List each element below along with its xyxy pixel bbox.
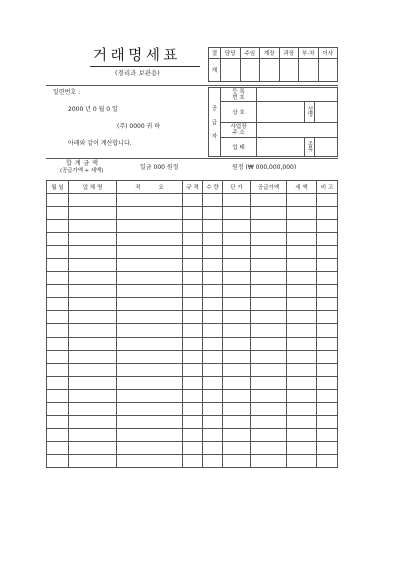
table-cell[interactable] xyxy=(183,454,203,467)
table-cell[interactable] xyxy=(183,246,203,259)
table-cell[interactable] xyxy=(317,376,338,389)
approval-label-bottom: 재 xyxy=(209,59,221,82)
table-cell[interactable] xyxy=(69,246,117,259)
table-cell[interactable] xyxy=(287,376,317,389)
table-cell[interactable] xyxy=(69,259,117,272)
table-cell[interactable] xyxy=(203,220,223,233)
table-cell[interactable] xyxy=(183,389,203,402)
table-cell[interactable] xyxy=(287,207,317,220)
table-cell[interactable] xyxy=(69,298,117,311)
table-cell[interactable] xyxy=(183,350,203,363)
table-cell[interactable] xyxy=(183,233,203,246)
table-cell[interactable] xyxy=(317,246,338,259)
table-cell[interactable] xyxy=(203,363,223,376)
table-cell[interactable] xyxy=(47,350,69,363)
table-cell[interactable] xyxy=(69,441,117,454)
table-cell[interactable] xyxy=(47,376,69,389)
address-value[interactable] xyxy=(257,123,338,138)
table-cell[interactable] xyxy=(47,402,69,415)
table-cell[interactable] xyxy=(251,415,287,428)
table-cell[interactable] xyxy=(203,272,223,285)
table-cell[interactable] xyxy=(69,207,117,220)
table-cell[interactable] xyxy=(203,428,223,441)
table-cell[interactable] xyxy=(203,285,223,298)
table-cell[interactable] xyxy=(223,428,251,441)
col-quantity: 수 량 xyxy=(203,181,223,194)
table-cell[interactable] xyxy=(47,389,69,402)
table-cell[interactable] xyxy=(117,285,183,298)
table-cell[interactable] xyxy=(203,298,223,311)
table-cell[interactable] xyxy=(117,298,183,311)
table-cell[interactable] xyxy=(317,298,338,311)
col-remarks: 비 고 xyxy=(317,181,338,194)
table-cell[interactable] xyxy=(251,324,287,337)
table-cell[interactable] xyxy=(223,194,251,207)
table-row xyxy=(47,428,338,441)
approval-sign-6[interactable] xyxy=(318,59,338,82)
trade-name-label: 상 호 xyxy=(221,102,257,123)
approval-role-3: 계장 xyxy=(260,48,280,59)
table-cell[interactable] xyxy=(203,402,223,415)
table-cell[interactable] xyxy=(251,220,287,233)
supplier-side-label xyxy=(209,88,221,157)
table-cell[interactable] xyxy=(117,207,183,220)
total-amount-sublabel: (공급가액 + 세액) xyxy=(60,168,104,174)
table-cell[interactable] xyxy=(117,259,183,272)
table-row xyxy=(47,311,338,324)
table-cell[interactable] xyxy=(251,272,287,285)
table-cell[interactable] xyxy=(117,220,183,233)
table-cell[interactable] xyxy=(47,415,69,428)
table-cell[interactable] xyxy=(251,402,287,415)
approval-role-2: 주임 xyxy=(240,48,260,59)
table-cell[interactable] xyxy=(69,428,117,441)
issue-date: 2000 년 0 월 0 일 xyxy=(68,106,118,113)
approval-role-4: 과장 xyxy=(279,48,299,59)
col-company: 업 체 명 xyxy=(69,181,117,194)
table-cell[interactable] xyxy=(287,454,317,467)
table-cell[interactable] xyxy=(317,194,338,207)
table-cell[interactable] xyxy=(317,324,338,337)
table-row xyxy=(47,298,338,311)
table-cell[interactable] xyxy=(203,376,223,389)
table-cell[interactable] xyxy=(69,272,117,285)
table-cell[interactable] xyxy=(251,207,287,220)
table-cell[interactable] xyxy=(117,363,183,376)
document-subtitle: (경리과 보관용) xyxy=(115,69,160,77)
table-cell[interactable] xyxy=(203,233,223,246)
table-cell[interactable] xyxy=(69,454,117,467)
approval-sign-3[interactable] xyxy=(260,59,280,82)
table-cell[interactable] xyxy=(183,324,203,337)
table-cell[interactable] xyxy=(287,272,317,285)
table-cell[interactable] xyxy=(223,454,251,467)
table-cell[interactable] xyxy=(317,363,338,376)
table-cell[interactable] xyxy=(117,441,183,454)
table-cell[interactable] xyxy=(69,350,117,363)
table-row xyxy=(47,324,338,337)
table-cell[interactable] xyxy=(117,350,183,363)
items-body xyxy=(47,194,338,468)
table-cell[interactable] xyxy=(47,272,69,285)
table-cell[interactable] xyxy=(223,376,251,389)
table-cell[interactable] xyxy=(251,311,287,324)
table-cell[interactable] xyxy=(47,259,69,272)
total-amount-label: 합 계 금 액 xyxy=(66,160,99,167)
trade-name-value[interactable] xyxy=(257,102,305,123)
table-row xyxy=(47,207,338,220)
table-cell[interactable] xyxy=(287,389,317,402)
table-cell[interactable] xyxy=(203,207,223,220)
table-cell[interactable] xyxy=(47,246,69,259)
table-cell[interactable] xyxy=(287,259,317,272)
table-cell[interactable] xyxy=(287,194,317,207)
table-cell[interactable] xyxy=(117,415,183,428)
supplier-side-char-2: 급 xyxy=(211,120,218,126)
document-title: 거래명세표 xyxy=(93,48,182,64)
approval-sign-4[interactable] xyxy=(279,59,299,82)
table-cell[interactable] xyxy=(203,324,223,337)
table-cell[interactable] xyxy=(223,350,251,363)
approval-sign-2[interactable] xyxy=(240,59,260,82)
table-cell[interactable] xyxy=(183,441,203,454)
table-cell[interactable] xyxy=(47,233,69,246)
col-date: 월 일 xyxy=(47,181,69,194)
table-cell[interactable] xyxy=(69,311,117,324)
table-cell[interactable] xyxy=(223,285,251,298)
table-row xyxy=(47,337,338,350)
items-header-row xyxy=(47,181,338,194)
table-cell[interactable] xyxy=(287,402,317,415)
table-cell[interactable] xyxy=(203,441,223,454)
table-row xyxy=(47,389,338,402)
table-cell[interactable] xyxy=(117,194,183,207)
table-cell[interactable] xyxy=(47,220,69,233)
approval-role-6: 이사 xyxy=(318,48,338,59)
approval-role-1: 담당 xyxy=(221,48,241,59)
table-cell[interactable] xyxy=(47,285,69,298)
table-cell[interactable] xyxy=(287,415,317,428)
table-cell[interactable] xyxy=(117,402,183,415)
address-label: 사업장 주 소 xyxy=(221,123,257,138)
table-cell[interactable] xyxy=(317,428,338,441)
table-row xyxy=(47,441,338,454)
table-cell[interactable] xyxy=(317,350,338,363)
statement-text: 아래와 같이 계산합니다. xyxy=(68,140,132,147)
table-row xyxy=(47,363,338,376)
table-row xyxy=(47,259,338,272)
table-cell[interactable] xyxy=(251,389,287,402)
table-cell[interactable] xyxy=(251,350,287,363)
supplier-side-char-3: 자 xyxy=(211,134,218,140)
business-type-label: 업 태 xyxy=(221,138,257,157)
table-cell[interactable] xyxy=(203,246,223,259)
table-row xyxy=(47,402,338,415)
table-row xyxy=(47,233,338,246)
business-item-label: 종목 xyxy=(305,138,315,157)
table-cell[interactable] xyxy=(223,259,251,272)
approval-role-5: 부·차 xyxy=(299,48,319,59)
table-cell[interactable] xyxy=(287,428,317,441)
table-cell[interactable] xyxy=(287,441,317,454)
table-cell[interactable] xyxy=(117,337,183,350)
table-cell[interactable] xyxy=(47,194,69,207)
supplier-table xyxy=(208,87,338,157)
table-cell[interactable] xyxy=(223,311,251,324)
col-tax: 세 액 xyxy=(287,181,317,194)
table-cell[interactable] xyxy=(69,233,117,246)
table-cell[interactable] xyxy=(203,454,223,467)
table-cell[interactable] xyxy=(287,246,317,259)
table-cell[interactable] xyxy=(69,415,117,428)
table-cell[interactable] xyxy=(203,389,223,402)
table-cell[interactable] xyxy=(69,285,117,298)
table-cell[interactable] xyxy=(223,441,251,454)
table-cell[interactable] xyxy=(317,207,338,220)
table-cell[interactable] xyxy=(223,337,251,350)
table-cell[interactable] xyxy=(47,311,69,324)
table-cell[interactable] xyxy=(183,363,203,376)
table-cell[interactable] xyxy=(287,298,317,311)
reg-number-value[interactable] xyxy=(257,88,338,102)
table-cell[interactable] xyxy=(223,233,251,246)
business-item-value[interactable] xyxy=(315,138,338,157)
table-cell[interactable] xyxy=(287,350,317,363)
table-cell[interactable] xyxy=(69,363,117,376)
table-cell[interactable] xyxy=(183,337,203,350)
table-cell[interactable] xyxy=(69,324,117,337)
table-cell[interactable] xyxy=(183,415,203,428)
table-cell[interactable] xyxy=(203,350,223,363)
table-cell[interactable] xyxy=(47,324,69,337)
representative-name-value[interactable] xyxy=(315,102,338,123)
items-table xyxy=(46,180,338,468)
table-cell[interactable] xyxy=(223,272,251,285)
table-cell[interactable] xyxy=(183,402,203,415)
totals-divider xyxy=(46,158,338,159)
table-cell[interactable] xyxy=(317,402,338,415)
table-cell[interactable] xyxy=(287,337,317,350)
table-cell[interactable] xyxy=(251,246,287,259)
table-cell[interactable] xyxy=(47,337,69,350)
table-cell[interactable] xyxy=(317,259,338,272)
table-cell[interactable] xyxy=(317,311,338,324)
table-cell[interactable] xyxy=(183,428,203,441)
table-cell[interactable] xyxy=(287,285,317,298)
table-row xyxy=(47,246,338,259)
table-cell[interactable] xyxy=(287,324,317,337)
table-row xyxy=(47,194,338,207)
table-cell[interactable] xyxy=(69,194,117,207)
table-cell[interactable] xyxy=(251,337,287,350)
table-cell[interactable] xyxy=(117,272,183,285)
col-description: 적 요 xyxy=(117,181,183,194)
table-cell[interactable] xyxy=(317,233,338,246)
table-cell[interactable] xyxy=(69,389,117,402)
table-cell[interactable] xyxy=(117,428,183,441)
table-cell[interactable] xyxy=(117,233,183,246)
table-cell[interactable] xyxy=(251,259,287,272)
table-cell[interactable] xyxy=(183,311,203,324)
table-cell[interactable] xyxy=(317,441,338,454)
table-cell[interactable] xyxy=(251,194,287,207)
table-cell[interactable] xyxy=(287,311,317,324)
table-cell[interactable] xyxy=(223,402,251,415)
table-cell[interactable] xyxy=(183,298,203,311)
approval-label-top: 결 xyxy=(209,48,221,59)
table-cell[interactable] xyxy=(47,363,69,376)
business-type-value[interactable] xyxy=(257,138,305,157)
table-cell[interactable] xyxy=(251,454,287,467)
table-cell[interactable] xyxy=(203,337,223,350)
total-amount-korean: 일금 000 원정 xyxy=(140,164,179,171)
table-row xyxy=(47,350,338,363)
table-cell[interactable] xyxy=(117,389,183,402)
table-cell[interactable] xyxy=(183,272,203,285)
table-row xyxy=(47,285,338,298)
table-cell[interactable] xyxy=(117,376,183,389)
approval-sign-1[interactable] xyxy=(221,59,241,82)
table-cell[interactable] xyxy=(223,298,251,311)
col-spec: 규 격 xyxy=(183,181,203,194)
serial-number-label: 일련번호 : xyxy=(53,89,81,96)
table-cell[interactable] xyxy=(223,324,251,337)
table-cell[interactable] xyxy=(251,441,287,454)
table-cell[interactable] xyxy=(203,415,223,428)
table-cell[interactable] xyxy=(223,220,251,233)
reg-number-label: 등 록 번 호 xyxy=(221,88,257,102)
table-cell[interactable] xyxy=(183,220,203,233)
table-cell[interactable] xyxy=(251,285,287,298)
table-row xyxy=(47,454,338,467)
table-cell[interactable] xyxy=(223,246,251,259)
table-cell[interactable] xyxy=(223,363,251,376)
table-cell[interactable] xyxy=(117,246,183,259)
table-cell[interactable] xyxy=(183,285,203,298)
table-cell[interactable] xyxy=(183,259,203,272)
table-cell[interactable] xyxy=(251,376,287,389)
table-row xyxy=(47,415,338,428)
table-cell[interactable] xyxy=(317,285,338,298)
table-cell[interactable] xyxy=(183,207,203,220)
table-cell[interactable] xyxy=(317,337,338,350)
table-row xyxy=(47,376,338,389)
table-cell[interactable] xyxy=(47,298,69,311)
table-cell[interactable] xyxy=(47,441,69,454)
table-cell[interactable] xyxy=(223,415,251,428)
table-cell[interactable] xyxy=(251,233,287,246)
table-cell[interactable] xyxy=(203,311,223,324)
col-supply-amount: 공급가액 xyxy=(251,181,287,194)
table-cell[interactable] xyxy=(69,337,117,350)
table-row xyxy=(47,220,338,233)
table-cell[interactable] xyxy=(317,389,338,402)
approval-table xyxy=(208,47,338,82)
table-cell[interactable] xyxy=(251,298,287,311)
col-unit-price: 단 가 xyxy=(223,181,251,194)
table-cell[interactable] xyxy=(317,272,338,285)
table-cell[interactable] xyxy=(203,259,223,272)
table-row xyxy=(47,272,338,285)
table-cell[interactable] xyxy=(287,233,317,246)
table-cell[interactable] xyxy=(251,428,287,441)
recipient-name: (주) 0000 귀 하 xyxy=(117,123,161,130)
approval-sign-5[interactable] xyxy=(299,59,319,82)
table-cell[interactable] xyxy=(183,194,203,207)
total-amount-numeric: 원정 (₩ 000,000,000) xyxy=(232,164,297,171)
table-cell[interactable] xyxy=(69,402,117,415)
title-underline xyxy=(90,66,200,67)
header-divider xyxy=(46,85,338,86)
table-cell[interactable] xyxy=(69,220,117,233)
table-cell[interactable] xyxy=(223,207,251,220)
table-cell[interactable] xyxy=(47,454,69,467)
table-cell[interactable] xyxy=(287,363,317,376)
table-cell[interactable] xyxy=(287,220,317,233)
representative-name-label: 성명 xyxy=(305,102,315,123)
table-cell[interactable] xyxy=(117,324,183,337)
table-cell[interactable] xyxy=(317,454,338,467)
table-cell[interactable] xyxy=(47,207,69,220)
table-cell[interactable] xyxy=(317,415,338,428)
table-cell[interactable] xyxy=(317,220,338,233)
table-cell[interactable] xyxy=(69,376,117,389)
table-cell[interactable] xyxy=(183,376,203,389)
table-cell[interactable] xyxy=(47,428,69,441)
table-cell[interactable] xyxy=(117,454,183,467)
supplier-side-char-1: 공 xyxy=(211,106,218,112)
table-cell[interactable] xyxy=(223,389,251,402)
table-cell[interactable] xyxy=(203,194,223,207)
table-cell[interactable] xyxy=(251,363,287,376)
table-cell[interactable] xyxy=(117,311,183,324)
